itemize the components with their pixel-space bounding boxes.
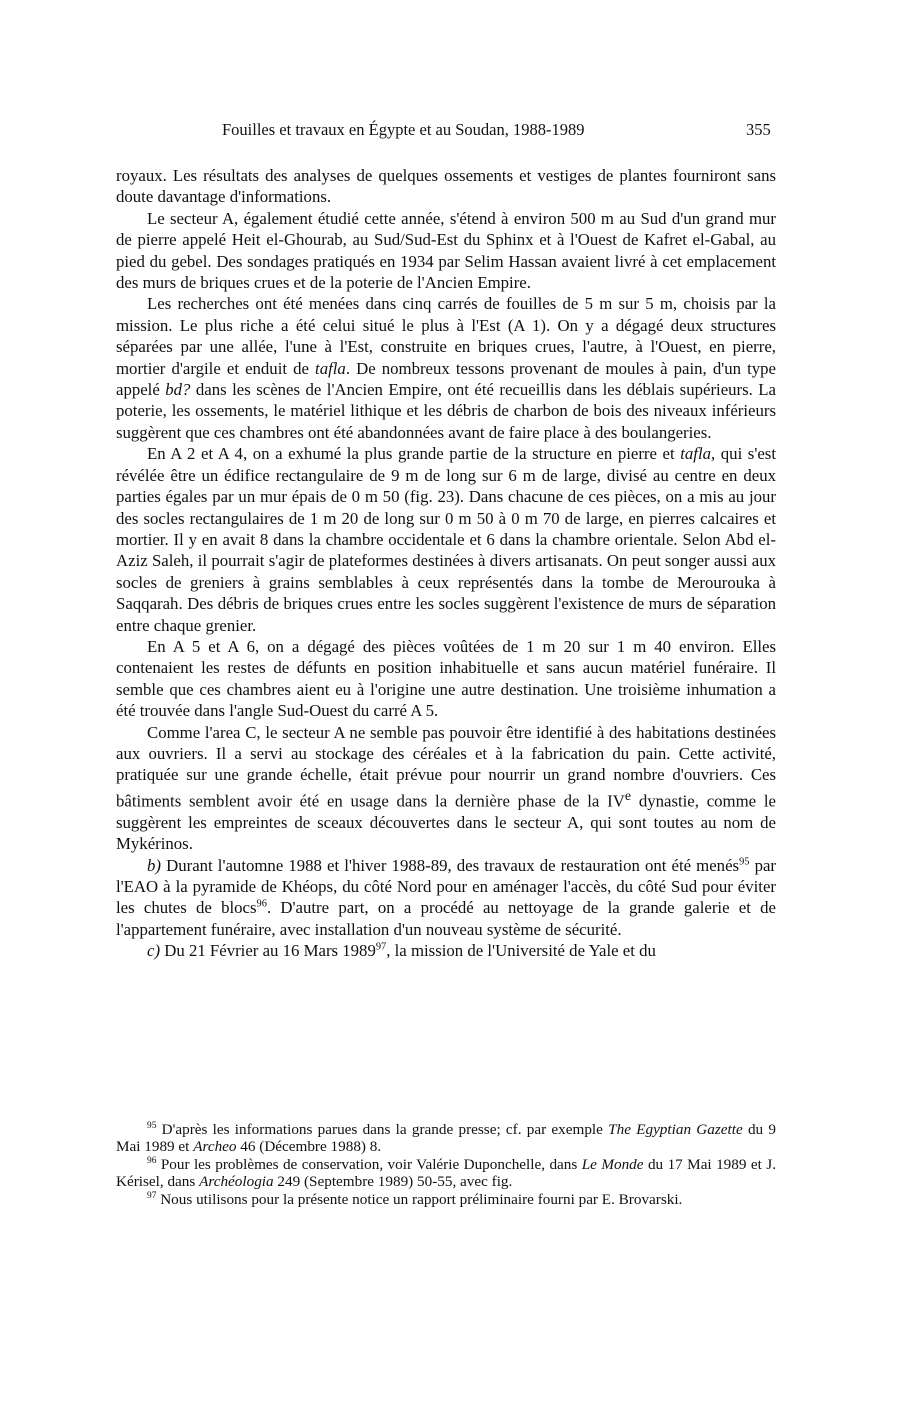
italic-title: Archéologia <box>199 1173 274 1191</box>
footnote-text: 46 (Décembre 1988) 8. <box>236 1138 382 1156</box>
paragraph-text: Les recherches ont été menées dans cinq carrés de fouilles de 5 m sur 5 m, choisis par la mission. Le plus riche a été celui situé le plus à l'Est (A 1). On y a dégagé deux structures séparées par une allée, l'une à l'Est, construite en briques crues, l'autre, à l'Ouest, en pierre, mortier d'argile et enduit de <box>116 294 776 378</box>
page-number: 355 <box>746 120 771 139</box>
footnote-reference: 96 <box>256 898 267 910</box>
paragraph-text: , la mission de l'Université de Yale et du <box>386 941 656 961</box>
paragraph-text: . D'autre part, on a procédé au nettoyage de la grande galerie et de l'appartement funéraire, avec installation d'un nouveau système de sécurité. <box>116 898 776 939</box>
italic-title: Archeo <box>193 1138 237 1156</box>
footnote-95 <box>116 1121 776 1156</box>
body-text <box>116 165 776 962</box>
paragraph-text: , qui s'est révélée être un édifice rectangulaire de 9 m de long sur 6 m de large, divisé au centre en deux parties égales par un mur épais de 0 m 50 (fig. 23). Dans chacune de ces pièces, on a mis au jour des socles rectangulaires de 1 m 20 de long sur 0 m 50 à 0 m 70 de large, en pierres calcaires et mortier. Il y en avait 8 dans la chambre occidentale et 6 dans la chambre orientale. Selon Abd el-Aziz Saleh, il pourrait s'agir de plateformes destinées à divers artisanats. On peut songer aussi aux socles de greniers à grains semblables à ceux représentés dans la tombe de Merourouka à Saqqarah. Des débris de briques crues entre les socles suggèrent l'existence de murs de séparation entre chaque grenier. <box>116 444 777 635</box>
footnotes <box>116 1121 776 1208</box>
paragraph-text: Du 21 Février au 16 Mars 1989 <box>160 941 376 961</box>
footnote-text: Nous utilisons pour la présente notice un rapport préliminaire fourni par E. Brovarski. <box>156 1190 683 1208</box>
paragraph-text: par l'EAO à la pyramide de Khéops, du côté Nord pour en aménager l'accès, du côté Sud pour éviter les chutes de blocs <box>116 855 777 918</box>
italic-term: tafla <box>680 444 712 464</box>
footnote-reference: 97 <box>375 941 387 953</box>
paragraph-c <box>116 940 776 961</box>
paragraph-secteur-a <box>116 208 776 294</box>
footnote-number: 96 <box>147 1155 157 1166</box>
paragraph-text: Comme l'area C, le secteur A ne semble pas pouvoir être identifié à des habitations destinées aux ouvriers. Il a servi au stockage des céréales et à la fabrication du pain. Cette activité, pratiquée sur une grande échelle, était prévue pour nourrir un grand nombre d'ouvriers. Ces bâtiments semblent avoir été en usage dans la dernière phase de la IV <box>116 722 776 811</box>
paragraph-continuation <box>116 165 776 208</box>
running-title: Fouilles et travaux en Égypte et au Soudan, 1988-1989 <box>222 120 585 139</box>
footnote-text: 249 (Septembre 1989) 50-55, avec fig. <box>273 1173 513 1191</box>
superscript: e <box>624 788 632 804</box>
paragraph-text: En A 5 et A 6, on a dégagé des pièces voûtées de 1 m 20 sur 1 m 40 environ. Elles contenaient les restes de défunts en position inhabituelle et sans aucun matériel funéraire. Il semble que ces chambres aient eu à l'origine une autre destination. Une troisième inhumation a été trouvée dans l'angle Sud-Ouest du carré A 5. <box>116 636 776 721</box>
item-letter: c) <box>147 941 161 961</box>
paragraph-b <box>116 855 776 941</box>
paragraph-text: royaux. Les résultats des analyses de quelques ossements et vestiges de plantes fourniront sans doute davantage d'informations. <box>116 166 776 207</box>
italic-term: tafla <box>315 358 346 378</box>
paragraph-a5-a6 <box>116 636 776 722</box>
footnote-number: 97 <box>147 1190 157 1201</box>
footnote-number: 95 <box>147 1120 157 1131</box>
footnote-reference: 95 <box>739 856 750 867</box>
paragraph-text: dans les scènes de l'Ancien Empire, ont été recueillis dans les déblais supérieurs. La poterie, les ossements, le matériel lithique et les débris de charbon de bois des niveaux inférieurs suggèrent que ces chambres ont été abandonnées avant de faire place à des boulangeries. <box>116 380 777 442</box>
footnote-96 <box>116 1156 776 1191</box>
footnote-text: Pour les problèmes de conservation, voir Valérie Duponchelle, dans <box>156 1155 582 1173</box>
paragraph-text: En A 2 et A 4, on a exhumé la plus grande partie de la structure en pierre et <box>147 444 681 464</box>
item-letter: b) <box>147 855 161 875</box>
paragraph-text: Durant l'automne 1988 et l'hiver 1988-89, des travaux de restauration ont été menés <box>160 855 740 875</box>
paragraph-text: . De nombreux tessons provenant de moules à pain, d'un type appelé <box>116 358 776 400</box>
paragraph-text: dynastie, comme le suggèrent les empreintes de sceaux découvertes dans le secteur A, qui sont toutes au nom de Mykérinos. <box>116 791 776 854</box>
footnote-text: du 17 Mai 1989 et J. Kérisel, dans <box>116 1155 776 1191</box>
footnote-text: du 9 Mai 1989 et <box>116 1121 776 1156</box>
running-head <box>0 120 906 142</box>
italic-term: bd? <box>165 380 191 400</box>
footnote-97 <box>116 1191 776 1208</box>
paragraph-area-c <box>116 722 776 855</box>
italic-title: Le Monde <box>581 1155 644 1173</box>
italic-title: The Egyptian Gazette <box>608 1121 743 1138</box>
paragraph-text: Le secteur A, également étudié cette année, s'étend à environ 500 m au Sud d'un grand mur de pierre appelé Heit el-Ghourab, au Sud/Sud-Est du Sphinx et à l'Ouest de Kafret el-Gabal, au pied du gebel. Des sondages pratiqués en 1934 par Selim Hassan avaient livré à cet emplacement des murs de briques crues et de la poterie de l'Ancien Empire. <box>116 208 776 293</box>
paragraph-recherches <box>116 293 776 443</box>
paragraph-a2-a4 <box>116 443 776 636</box>
footnote-text: D'après les informations parues dans la grande presse; cf. par exemple <box>156 1121 609 1138</box>
